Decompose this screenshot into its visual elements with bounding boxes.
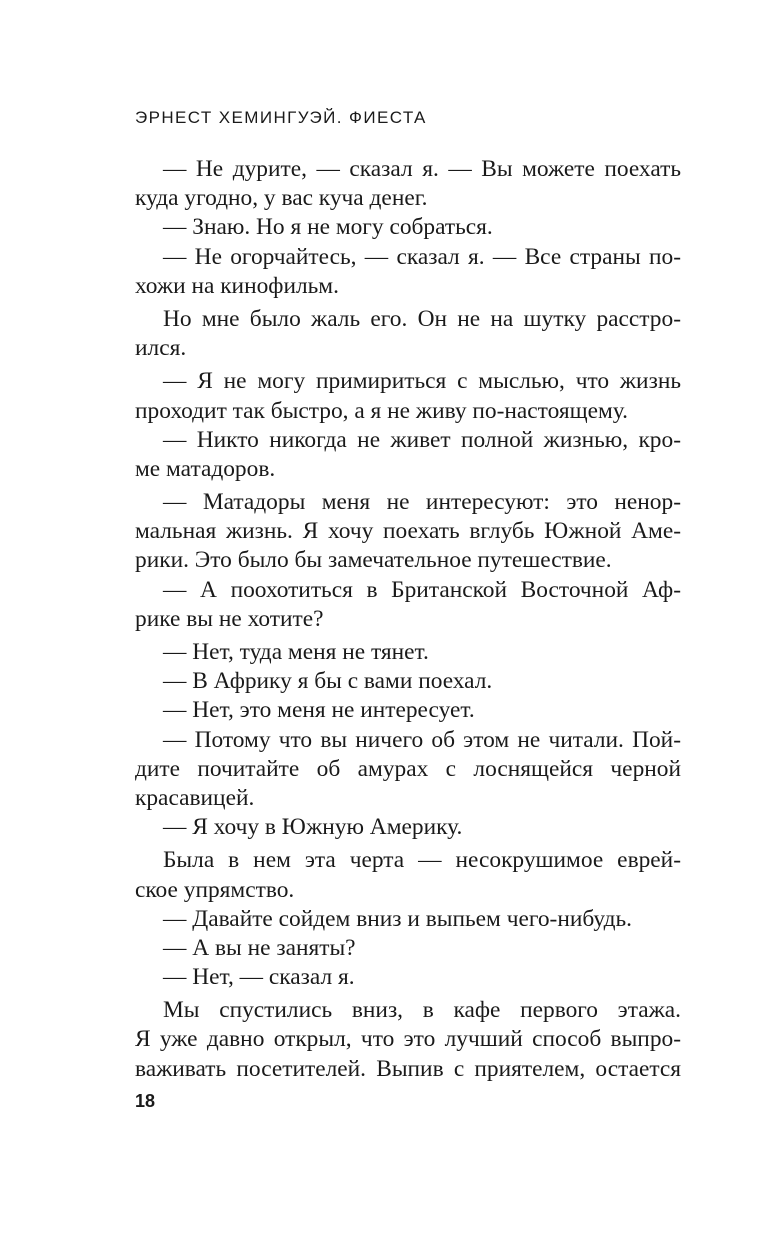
text-line: — А вы не заняты? [163, 934, 356, 961]
text-line: — Знаю. Но я не могу собраться. [163, 214, 493, 241]
text-line: — Нет, туда меня не тянет. [163, 639, 429, 665]
text-line: хожи на кинофильм. [135, 272, 339, 299]
text-line: важивать посетителей. Выпив с приятелем, остается [135, 1055, 681, 1082]
text-line: — Никто никогда не живет полной жизнью, кро- [163, 426, 681, 453]
text-line: — Я не могу примириться с мыслью, что жизнь [163, 368, 681, 395]
text-line: — Не огорчайтесь, — сказал я. — Все страны по- [163, 243, 681, 270]
text-line: — Матадоры меня не интересуют: это ненор- [163, 489, 681, 516]
text-line: — А поохотиться в Британской Восточной Аф- [163, 576, 681, 603]
text-line: — Не дурите, — сказал я. — Вы можете поехать [163, 156, 681, 182]
text-line: Мы спустились вниз, в кафе первого этажа. [163, 997, 681, 1024]
text-line: — Я хочу в Южную Америку. [163, 814, 463, 841]
text-line: — Потому что вы ничего об этом не читали. Пой- [163, 726, 681, 753]
text-line: ме матадоров. [135, 455, 276, 482]
text-line: Но мне было жаль его. Он не на шутку расстро- [163, 305, 681, 332]
text-line: проходит так быстро, а я не живу по-настоящему. [135, 397, 628, 424]
running-title: ЭРНЕСТ ХЕМИНГУЭЙ. ФИЕСТА [135, 108, 427, 127]
text-line: мальная жизнь. Я хочу поехать вглубь Южной Аме- [135, 518, 681, 545]
text-line: куда угодно, у вас куча денег. [135, 185, 428, 212]
text-line: рике вы не хотите? [135, 605, 324, 632]
text-line: рики. Это было бы замечательное путешествие. [135, 547, 612, 574]
text-line: — Нет, это меня не интересует. [163, 697, 475, 724]
text-line: красавицей. [135, 784, 255, 811]
text-line: — Нет, — сказал я. [163, 964, 355, 991]
page-text [135, 155, 681, 1084]
text-line: — В Африку я бы с вами поехал. [163, 668, 493, 695]
text-line: ился. [135, 335, 187, 362]
text-line: — Давайте сойдем вниз и выпьем чего-нибудь. [163, 905, 633, 932]
text-line: Я уже давно открыл, что это лучший способ выпро- [135, 1026, 681, 1053]
text-line: Была в нем эта черта — несокрушимое еврей- [163, 847, 681, 874]
text-line: дите почитайте об амурах с лоснящейся черной [135, 755, 681, 782]
text-line: ское упрямство. [135, 876, 295, 903]
page-number: 18 [135, 1091, 156, 1111]
